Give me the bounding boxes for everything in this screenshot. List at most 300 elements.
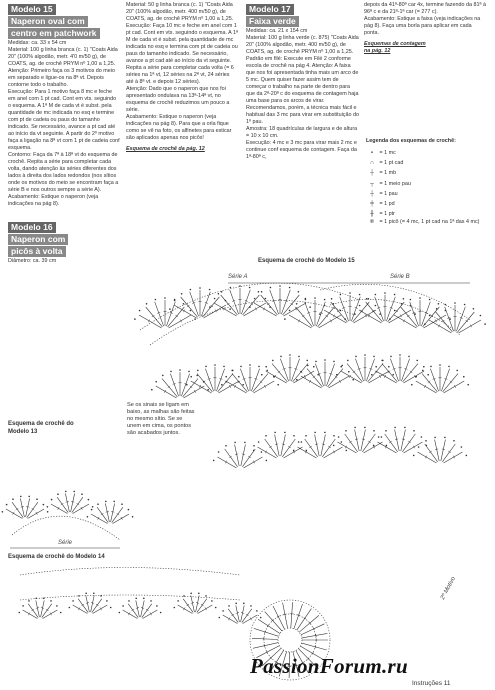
chain-dot bbox=[249, 306, 251, 308]
chain-dot bbox=[213, 460, 215, 462]
chain-dot bbox=[394, 294, 396, 296]
chain-dot bbox=[463, 376, 465, 378]
chain-dot bbox=[207, 389, 209, 391]
chain-dot bbox=[232, 370, 234, 372]
chain-dot bbox=[229, 308, 231, 310]
chain-dot bbox=[28, 600, 30, 602]
stitch-bar bbox=[61, 503, 64, 505]
page-footer: Instruções 11 bbox=[412, 680, 451, 687]
stitch-bar bbox=[81, 604, 84, 606]
stitch-bar bbox=[231, 614, 234, 616]
diagram-13-title-line2: Modelo 13 bbox=[8, 429, 38, 435]
reference-counting-2: na pág. 12 bbox=[364, 48, 391, 54]
heading-modelo-17: Modelo 17 bbox=[246, 4, 294, 15]
stitch-bar bbox=[146, 609, 149, 611]
stitch-bar bbox=[21, 507, 24, 508]
chain-dot bbox=[244, 442, 246, 444]
stitch-bar bbox=[242, 454, 245, 455]
title-modelo-16-line1: Naperon com bbox=[8, 234, 68, 245]
chain-dot bbox=[190, 593, 192, 595]
chain-dot bbox=[347, 360, 349, 362]
chain-dot bbox=[284, 432, 286, 434]
stitch-mark bbox=[430, 369, 438, 392]
stitch-mark bbox=[362, 434, 375, 452]
chain-dot bbox=[97, 503, 99, 505]
stitch-mark bbox=[291, 359, 299, 382]
chain-dot bbox=[324, 432, 326, 434]
stitch-mark bbox=[444, 452, 463, 463]
stitch-mark bbox=[270, 290, 279, 314]
stitch-mark bbox=[51, 504, 68, 514]
chain-dot bbox=[333, 435, 335, 437]
stitch-mark bbox=[404, 442, 423, 453]
chain-dot bbox=[85, 593, 87, 595]
reference-diagram-16: Esquema de crochê da pág. 12 bbox=[126, 146, 205, 152]
stitch-mark bbox=[241, 445, 246, 467]
chain-dot bbox=[448, 366, 450, 368]
chain-dot bbox=[445, 304, 447, 306]
stitch-mark bbox=[291, 602, 293, 628]
stitch-bar bbox=[288, 446, 291, 448]
chain-dot bbox=[43, 598, 45, 600]
stitch-bar bbox=[349, 441, 352, 443]
stitch-mark bbox=[258, 447, 277, 458]
chain-dot bbox=[81, 493, 83, 495]
chain-dot bbox=[155, 381, 157, 383]
chain-dot bbox=[50, 600, 52, 602]
chain-dot bbox=[284, 318, 286, 320]
stitch-bar bbox=[131, 609, 134, 611]
chain-dot bbox=[346, 450, 348, 452]
picot-icon: ℗ bbox=[370, 219, 374, 226]
chain-dot bbox=[307, 365, 309, 367]
chain-dot bbox=[265, 366, 267, 368]
chain-dot bbox=[93, 593, 95, 595]
stitch-bar bbox=[236, 613, 239, 614]
stitch-mark bbox=[442, 444, 455, 462]
chain-dot bbox=[293, 435, 295, 437]
chain-dot bbox=[314, 432, 316, 434]
diagram-note: Se os sinais se ligam em baixo, as malhas são feitas no mesmo sítio. Se se unem em cima, os pontos são acabados juntos. bbox=[127, 402, 195, 436]
chain-dot bbox=[261, 291, 263, 293]
chain-dot bbox=[434, 437, 436, 439]
chain-dot bbox=[340, 310, 342, 312]
chain-dot bbox=[174, 607, 176, 609]
chain-dot bbox=[340, 294, 342, 296]
stitch-bar bbox=[77, 503, 80, 505]
stitch-mark bbox=[355, 359, 363, 382]
chain-dot bbox=[211, 600, 213, 602]
chain-dot bbox=[261, 374, 263, 376]
stitch-mark bbox=[43, 610, 58, 619]
chain-dot bbox=[146, 303, 148, 305]
chain-dot bbox=[427, 374, 429, 376]
chain-dot bbox=[266, 460, 268, 462]
chain-dot bbox=[352, 379, 354, 381]
paragraph-atencao-15: Atenção: Primeiro faça os 3 motivos do meio em separado e ligue-os na 8ª vt. Depois contorne todo o trabalho. bbox=[8, 68, 115, 88]
stitch-mark bbox=[421, 302, 430, 326]
stitch-mark bbox=[326, 364, 334, 387]
chain-dot bbox=[392, 374, 394, 376]
chain-dot bbox=[373, 445, 375, 447]
stitch-bar bbox=[442, 449, 445, 450]
chain-dot bbox=[250, 605, 252, 607]
paragraph-medidas-17: Medidas: ca. 21 x 154 cm bbox=[246, 28, 308, 34]
chain-dot bbox=[249, 287, 251, 289]
chain-dot bbox=[421, 436, 423, 438]
stitch-mark bbox=[252, 638, 278, 639]
stitch-bar bbox=[408, 441, 411, 443]
chain-dot bbox=[309, 306, 311, 308]
stitch-mark bbox=[265, 612, 282, 631]
chain-dot bbox=[364, 354, 366, 356]
stitch-bar bbox=[191, 603, 194, 604]
stitch-mark bbox=[166, 302, 175, 326]
stitch-mark bbox=[402, 434, 415, 452]
stitch-mark bbox=[321, 435, 326, 457]
chain-dot bbox=[69, 607, 71, 609]
chain-dot bbox=[436, 308, 438, 310]
stitch-mark bbox=[441, 369, 449, 392]
chain-dot bbox=[375, 294, 377, 296]
chain-dot bbox=[177, 600, 179, 602]
chain-dot bbox=[119, 612, 121, 614]
chain-dot bbox=[78, 595, 80, 597]
chain-dot bbox=[100, 595, 102, 597]
chain-dot bbox=[205, 595, 207, 597]
chain-dot bbox=[279, 285, 281, 287]
chain-dot bbox=[430, 366, 432, 368]
chain-dot bbox=[225, 376, 227, 378]
stitch-mark bbox=[282, 439, 295, 457]
chain-dot bbox=[306, 360, 308, 362]
chain-dot bbox=[169, 308, 171, 310]
stitch-bar bbox=[111, 512, 114, 513]
legend-label: = 1 pau bbox=[379, 190, 398, 197]
chain-dot bbox=[461, 446, 463, 448]
stitch-mark bbox=[302, 633, 328, 638]
stitch-mark bbox=[418, 452, 437, 463]
diagram-arc bbox=[20, 595, 240, 600]
chain-dot bbox=[253, 445, 255, 447]
chain-dot bbox=[162, 375, 164, 377]
chain-dot bbox=[429, 315, 431, 317]
chain-dot bbox=[298, 356, 300, 358]
paragraph-material-16: Material: 50 g linha branca (c. 1) "Coats Aida 20" (100% algodão, metr. 400 m/50 g), de COATS, ag. de crochê PRYM nº 1,00 a 1,25. bbox=[126, 2, 234, 22]
chain-dot bbox=[218, 451, 220, 453]
chain-dot bbox=[336, 374, 338, 376]
chain-dot bbox=[298, 291, 300, 293]
chain-dot bbox=[388, 366, 390, 368]
chain-dot bbox=[51, 499, 53, 501]
chain-dot bbox=[349, 292, 351, 294]
stitch-mark bbox=[364, 442, 383, 453]
chain-dot bbox=[47, 506, 49, 508]
chain-dot bbox=[429, 299, 431, 301]
chain-dot bbox=[223, 366, 225, 368]
chain-dot bbox=[418, 446, 420, 448]
chain-dot bbox=[333, 445, 335, 447]
chain-dot bbox=[160, 612, 162, 614]
legend-title: Legenda dos esquemas de crochê: bbox=[366, 138, 456, 144]
chain-dot bbox=[254, 298, 256, 300]
chain-dot bbox=[235, 603, 237, 605]
stitch-bar bbox=[282, 444, 285, 445]
chain-dot bbox=[373, 430, 375, 432]
chain-dot bbox=[215, 607, 217, 609]
chain-dot bbox=[73, 491, 75, 493]
single-crochet-icon: ┼ bbox=[370, 170, 374, 177]
chain-dot bbox=[47, 511, 49, 513]
chain-dot bbox=[56, 605, 58, 607]
chain-dot bbox=[444, 437, 446, 439]
stitch-bar bbox=[315, 444, 318, 445]
chain-dot bbox=[341, 365, 343, 367]
chain-dot bbox=[272, 360, 274, 362]
chain-dot bbox=[382, 360, 384, 362]
chain-dot bbox=[439, 364, 441, 366]
stitch-mark bbox=[181, 374, 189, 397]
diagram-arc bbox=[20, 568, 240, 576]
stitch-mark bbox=[280, 359, 288, 382]
chain-dot bbox=[132, 516, 134, 518]
stitch-mark bbox=[361, 430, 366, 452]
chain-dot bbox=[289, 310, 291, 312]
chain-dot bbox=[219, 617, 221, 619]
chain-dot bbox=[419, 297, 421, 299]
chain-dot bbox=[404, 427, 406, 429]
chain-dot bbox=[12, 498, 14, 500]
chain-dot bbox=[289, 354, 291, 356]
stitch-mark bbox=[23, 610, 38, 619]
title-modelo-15-line2: centro em patchwork bbox=[8, 28, 100, 39]
stitch-bar bbox=[316, 634, 317, 637]
heading-modelo-16: Modelo 16 bbox=[8, 222, 56, 233]
diagram-arc bbox=[330, 299, 460, 335]
title-modelo-15-line1: Naperon oval com bbox=[8, 16, 88, 27]
chain-dot bbox=[413, 430, 415, 432]
stitch-bar bbox=[328, 446, 331, 448]
stitch-mark bbox=[375, 297, 384, 321]
chain-dot bbox=[359, 305, 361, 307]
chain-dot bbox=[296, 379, 298, 381]
stitch-mark bbox=[93, 605, 108, 614]
stitch-bar bbox=[196, 603, 199, 604]
chain-dot bbox=[258, 291, 260, 293]
chain-dot bbox=[265, 435, 267, 437]
chain-dot bbox=[331, 298, 333, 300]
paragraph-execucao-17: Execução: 4 mc e 3 mc para virar mais 2 mc e continue conf esquema de contagem. Faça da 1ª-80ª c, bbox=[246, 140, 357, 160]
stitch-bar bbox=[66, 502, 69, 503]
stitch-bar bbox=[106, 512, 109, 513]
stitch-mark bbox=[143, 610, 158, 619]
stitch-mark bbox=[6, 509, 23, 519]
chain-dot bbox=[305, 299, 307, 301]
reference-counting-1: Esquemas de contagem bbox=[364, 41, 426, 47]
diagram-arc bbox=[12, 516, 120, 540]
chain-dot bbox=[65, 491, 67, 493]
chain-dot bbox=[423, 366, 425, 368]
stitch-mark bbox=[340, 297, 349, 321]
stitch-bar bbox=[283, 614, 286, 615]
chain-dot bbox=[240, 366, 242, 368]
chain-dot bbox=[375, 305, 377, 307]
stitch-mark bbox=[218, 457, 237, 468]
chain-dot bbox=[170, 371, 172, 373]
chain-dot bbox=[364, 427, 366, 429]
chain-dot bbox=[371, 374, 373, 376]
chain-dot bbox=[354, 427, 356, 429]
stitch-bar bbox=[248, 456, 251, 458]
chain-dot bbox=[389, 318, 391, 320]
chain-dot bbox=[234, 442, 236, 444]
stitch-mark bbox=[298, 447, 317, 458]
chain-dot bbox=[453, 440, 455, 442]
chain-dot bbox=[190, 289, 192, 291]
stitch-mark bbox=[378, 442, 397, 453]
stitch-mark bbox=[386, 297, 395, 321]
chain-dot bbox=[121, 503, 123, 505]
chain-dot bbox=[106, 600, 108, 602]
stitch-bar bbox=[275, 444, 278, 445]
paragraph-acabamento-16: Acabamento: Estique o naperon (veja indicações na pág 8). Para que a orla fique como se vê na foto, os alfinetes para esticar são aplicados apenas nos picôs! bbox=[126, 114, 232, 141]
chain-dot bbox=[355, 356, 357, 358]
chain-dot bbox=[197, 370, 199, 372]
stitch-mark bbox=[351, 297, 360, 321]
chain-dot bbox=[190, 376, 192, 378]
stitch-mark bbox=[155, 302, 164, 326]
chain-dot bbox=[260, 617, 262, 619]
chain-dot bbox=[340, 366, 342, 368]
chain-dot bbox=[155, 299, 157, 301]
chain-dot bbox=[313, 366, 315, 368]
stitch-mark bbox=[273, 606, 285, 629]
stitch-bar bbox=[16, 508, 19, 510]
stitch-mark bbox=[190, 292, 199, 316]
stitch-mark bbox=[178, 605, 193, 614]
chain-dot bbox=[348, 371, 350, 373]
stitch-mark bbox=[230, 290, 239, 314]
stitch-mark bbox=[445, 307, 454, 331]
chain-dot bbox=[128, 509, 130, 511]
stitch-mark bbox=[283, 603, 288, 629]
chain-dot bbox=[464, 304, 466, 306]
chain-dot bbox=[338, 436, 340, 438]
stitch-bar bbox=[402, 439, 405, 440]
paragraph-execucao-15: Execução: Para 1 motivo faça 8 mc e feche em anel com 1 pt cad. Cont em vts. seguindo o esquema. A 1ª M de cada vt é subst. pela quantidade de mc indicada no esq e termine com pt de cadeia ou paus do tamanho indicado. Se necessário, avance a pt cad até ao início da vt seguinte. A partir do 2º motivo faça a ligação na 8ª vt com 1 pt de cadeia conf esquema. bbox=[8, 89, 120, 151]
chain-dot bbox=[408, 356, 410, 358]
chain-dot bbox=[239, 285, 241, 287]
chain-dot bbox=[60, 612, 62, 614]
stitch-bar bbox=[201, 604, 204, 606]
stitch-bar bbox=[246, 614, 249, 616]
paragraph-amostra-17: Amostra: 18 quadrículas de largura e de altura = 10 x 10 cm. bbox=[246, 126, 358, 139]
chain-dot bbox=[289, 287, 291, 289]
chain-dot bbox=[214, 364, 216, 366]
chain-dot bbox=[105, 501, 107, 503]
chain-dot bbox=[179, 369, 181, 371]
stitch-mark bbox=[294, 604, 303, 629]
stitch-mark bbox=[305, 302, 314, 326]
chain-dot bbox=[385, 430, 387, 432]
stitch-mark bbox=[251, 369, 259, 392]
stitch-mark bbox=[355, 430, 360, 452]
stitch-mark bbox=[241, 290, 250, 314]
stitch-mark bbox=[395, 430, 400, 452]
chain-dot bbox=[205, 366, 207, 368]
stitch-bar bbox=[101, 513, 104, 515]
chain-dot bbox=[238, 376, 240, 378]
stitch-bar bbox=[71, 502, 74, 503]
chain-dot bbox=[194, 318, 196, 320]
chain-dot bbox=[314, 297, 316, 299]
stitch-mark bbox=[425, 444, 438, 462]
stitch-bar bbox=[309, 446, 312, 448]
chain-dot bbox=[188, 371, 190, 373]
stitch-mark bbox=[201, 292, 210, 316]
chain-dot bbox=[270, 287, 272, 289]
stitch-mark bbox=[456, 307, 465, 331]
chain-dot bbox=[183, 595, 185, 597]
chain-dot bbox=[454, 302, 456, 304]
chain-dot bbox=[225, 445, 227, 447]
legend-label: = 1 mb bbox=[379, 170, 397, 177]
chain-dot bbox=[315, 361, 317, 363]
stitch-bar bbox=[435, 449, 438, 450]
legend-label: = 1 picô (= 4 mc, 1 pt cad na 1ª das 4 mc) bbox=[379, 219, 480, 226]
chain-dot bbox=[35, 598, 37, 600]
chain-dot bbox=[43, 504, 45, 506]
stitch-mark bbox=[205, 369, 213, 392]
stitch-mark bbox=[275, 435, 280, 457]
chain-dot bbox=[218, 293, 220, 295]
chain-dot bbox=[36, 498, 38, 500]
chain-dot bbox=[324, 305, 326, 307]
chain-dot bbox=[88, 499, 90, 501]
stitch-mark bbox=[123, 610, 138, 619]
stitch-mark bbox=[345, 434, 358, 452]
chain-dot bbox=[199, 287, 201, 289]
paragraph-medidas-15: Medidas: ca. 33 x 54 cm bbox=[8, 40, 67, 46]
paragraph-material-17: Material: 100 g linha verde (c. 875) "Coats Aida 20" (100% algodão, metr. 400 m/50 g), de COATS, ag. de crochê PRYM nº 1,00 a 1,25. bbox=[246, 35, 359, 55]
double-crochet-icon: ┼ bbox=[370, 190, 374, 197]
paragraph-execucao-16: Execução: Faça 10 mc e feche em anel com 1 pt cad. Cont em vts. seguindo o esquema. A 1ª M de cada vt é subst. pela quantidade de mc indicada no esq e termina com pt de cadeia ou paus do tamanho indicado. Se necessário, avance a pt cad até ao início da vt seguinte. Repita a série para completar cada volta (= 6 séries na 1ª vt, 12 séries na 2ª vt, 24 séries até à 8ª vt. e depois 12 séries). bbox=[126, 23, 238, 85]
diagram-arc bbox=[150, 300, 355, 345]
stitch-mark bbox=[301, 624, 325, 635]
chain-dot bbox=[300, 371, 302, 373]
chain-dot bbox=[265, 298, 267, 300]
diagram-14-title: Esquema de crochê do Modelo 14 bbox=[8, 554, 105, 560]
stitch-mark bbox=[242, 449, 255, 467]
chain-dot bbox=[242, 384, 244, 386]
stitch-bar bbox=[355, 439, 358, 440]
chain-dot bbox=[243, 603, 245, 605]
chain-dot bbox=[467, 384, 469, 386]
chain-dot bbox=[156, 605, 158, 607]
paragraph-acabamento-17: Acabamento: Estique a faixa (veja indicações na pág 8). Faça uma borla para aplicar em cada ponta. bbox=[364, 16, 481, 36]
stitch-bar bbox=[429, 451, 432, 453]
chain-dot bbox=[209, 306, 211, 308]
stitch-mark bbox=[198, 605, 213, 614]
stitch-bar bbox=[117, 513, 120, 515]
chain-dot bbox=[19, 612, 21, 614]
double-treble-icon: ╫ bbox=[370, 211, 374, 218]
chain-dot bbox=[258, 366, 260, 368]
stitch-mark bbox=[235, 445, 240, 467]
title-modelo-16-line2: picôs à volta bbox=[8, 246, 66, 257]
chain-dot bbox=[416, 360, 418, 362]
chain-dot bbox=[28, 496, 30, 498]
